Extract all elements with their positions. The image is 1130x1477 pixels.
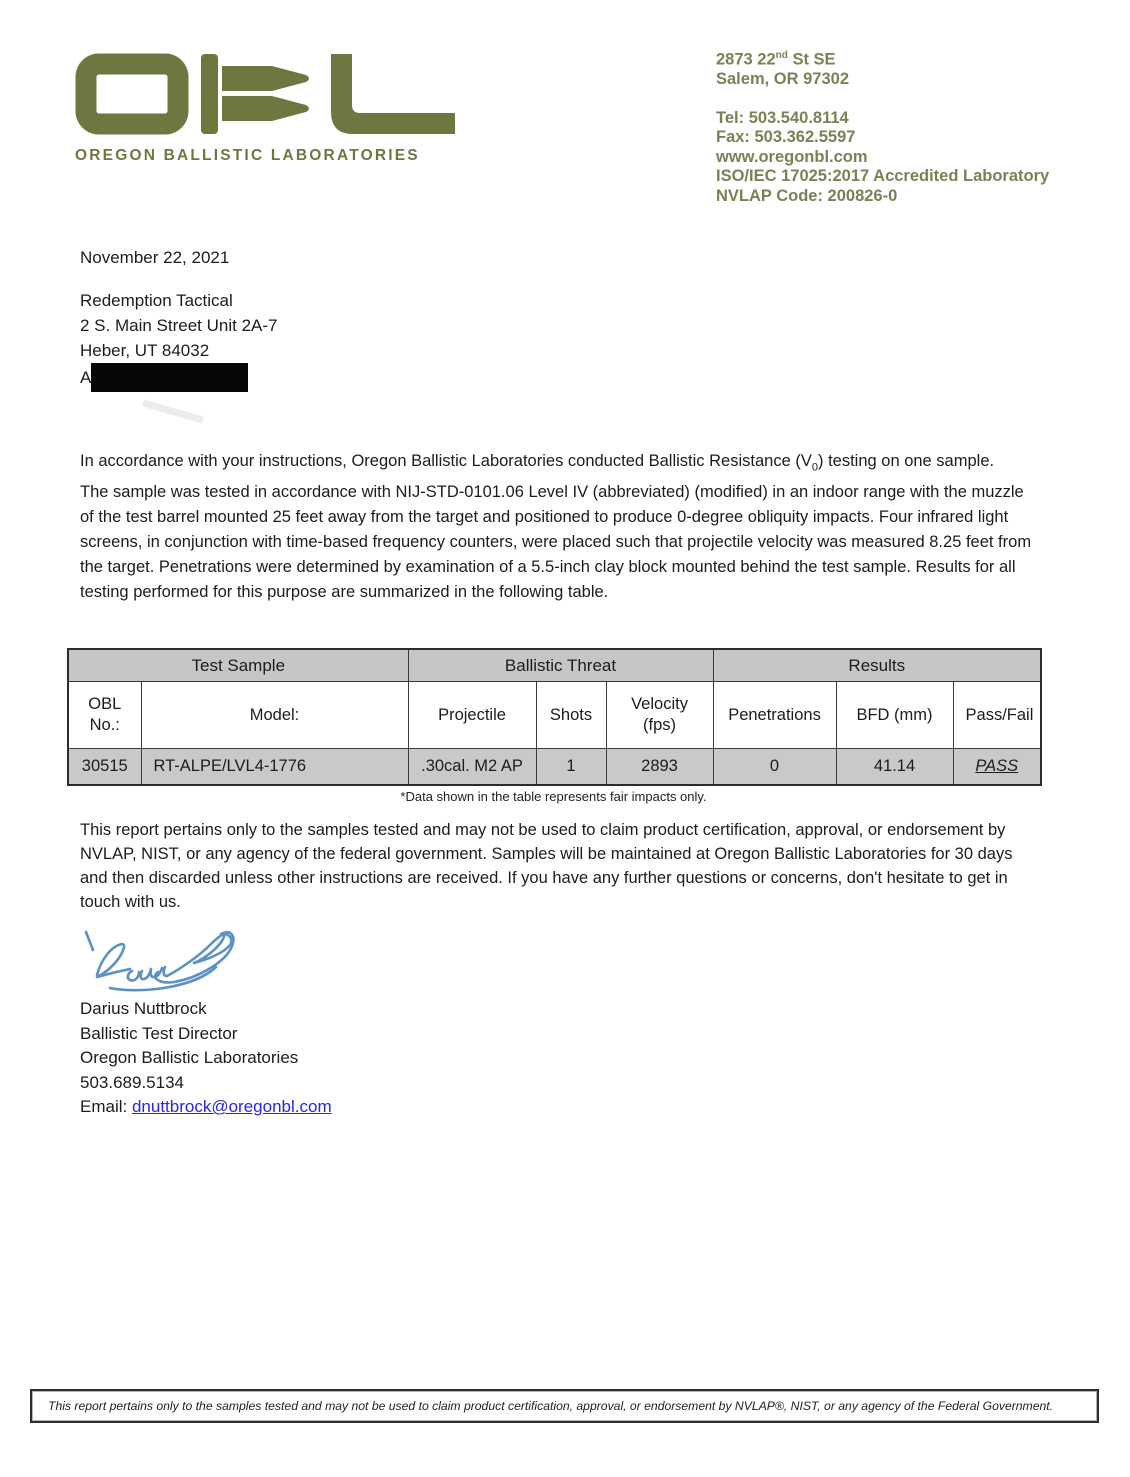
signoff-block bbox=[80, 997, 332, 1120]
table-column-header-row bbox=[68, 682, 1041, 749]
group-test-sample: Test Sample bbox=[68, 649, 408, 682]
paragraph-intro: In accordance with your instructions, Oregon Ballistic Laboratories conducted Ballistic Resistance $(V_0)$ testing on one sample. bbox=[80, 452, 995, 474]
lab-address-line1: 2873 22nd St SE bbox=[716, 50, 836, 69]
signature bbox=[78, 922, 243, 1002]
obl-logo bbox=[75, 53, 455, 165]
body-paragraphs bbox=[80, 449, 1038, 605]
recipient-redacted-line: A bbox=[80, 363, 277, 392]
cell-penetrations: 0 bbox=[713, 749, 836, 786]
lab-accreditation: ISO/IEC 17025:2017 Accredited Laboratory bbox=[716, 167, 1050, 185]
group-ballistic-threat: Ballistic Threat bbox=[408, 649, 713, 682]
col-pass-fail: Pass/Fail bbox=[953, 682, 1041, 749]
table-row bbox=[68, 749, 1041, 786]
redaction-bar bbox=[91, 363, 248, 392]
cell-shots: 1 bbox=[536, 749, 606, 786]
footer-disclaimer-text: This report pertains only to the samples tested and may not be used to claim product certification, approval, or endorsement by NVLAP®, NIST, or any agency of the Federal Government. bbox=[48, 1399, 1054, 1413]
lab-contact-block bbox=[716, 46, 1049, 206]
letter-date: November 22, 2021 bbox=[80, 248, 230, 267]
col-bfd: BFD (mm) bbox=[836, 682, 953, 749]
table-footnote: *Data shown in the table represents fair impacts only. bbox=[400, 789, 707, 804]
recipient-address2: Heber, UT 84032 bbox=[80, 341, 210, 360]
col-velocity: Velocity (fps) bbox=[606, 682, 713, 749]
signer-name: Darius Nuttbrock bbox=[80, 999, 207, 1018]
recipient-name: Redemption Tactical bbox=[80, 291, 233, 310]
lab-nvlap-code: NVLAP Code: 200826-0 bbox=[716, 186, 898, 205]
lab-tel: Tel: 503.540.8114 bbox=[716, 108, 849, 127]
logo-caption: OREGON BALLISTIC LABORATORIES bbox=[75, 147, 420, 164]
handwritten-signature-icon bbox=[78, 922, 243, 997]
cell-model: RT-ALPE/LVL4-1776 bbox=[141, 749, 408, 786]
footer-disclaimer-box bbox=[30, 1389, 1099, 1423]
signer-title: Ballistic Test Director bbox=[80, 1023, 238, 1043]
recipient-block bbox=[80, 288, 277, 392]
signer-company: Oregon Ballistic Laboratories bbox=[80, 1048, 299, 1067]
col-obl-no: OBL No.: bbox=[68, 682, 141, 749]
col-model: Model: bbox=[141, 682, 408, 749]
cell-pass-fail: PASS bbox=[953, 749, 1041, 786]
closing-paragraph: This report pertains only to the samples tested and may not be used to claim product certification, approval, or endorsement by NVLAP, NIST, or any agency of the federal government. Samples will be maintained at Oregon Ballistic Laboratories for 30 days and then discarded unless other instructions are received. If you have any further questions or concerns, don't hesitate to get in touch with us. bbox=[80, 821, 1013, 911]
cell-obl-no: 30515 bbox=[68, 749, 141, 786]
recipient-address1: 2 S. Main Street Unit 2A-7 bbox=[80, 316, 278, 335]
col-penetrations: Penetrations bbox=[713, 682, 836, 749]
cell-velocity: 2893 bbox=[606, 749, 713, 786]
results-table bbox=[67, 648, 1042, 786]
results-table-wrap bbox=[67, 648, 1040, 804]
signer-phone: 503.689.5134 bbox=[80, 1072, 184, 1092]
col-projectile: Projectile bbox=[408, 682, 536, 749]
paragraph-method: The sample was tested in accordance with NIJ-STD-0101.06 Level IV (abbreviated) (modified) in an indoor range with the muzzle of the test barrel mounted 25 feet away from the target and positioned to produce 0-degree obliquity impacts. Four infrared light screens, in conjunction with time-based frequency counters, were placed such that projectile velocity was measured 8.25 feet from the target. Penetrations were determined by examination of a 5.5-inch clay block mounted behind the test sample. Results for all testing performed for this purpose are summarized in the following table. bbox=[80, 483, 1032, 602]
col-shots: Shots bbox=[536, 682, 606, 749]
signer-email-line: Email: dnuttbrock@oregonbl.com bbox=[80, 1097, 332, 1116]
lab-fax: Fax: 503.362.5597 bbox=[716, 128, 856, 146]
group-results: Results bbox=[713, 649, 1041, 682]
email-link[interactable]: dnuttbrock@oregonbl.com bbox=[131, 1097, 332, 1116]
lab-address-line2: Salem, OR 97302 bbox=[716, 70, 849, 88]
cell-bfd: 41.14 bbox=[836, 749, 953, 786]
scan-smudge bbox=[142, 400, 204, 424]
table-group-header-row bbox=[68, 649, 1041, 682]
lab-website: www.oregonbl.com bbox=[716, 147, 868, 166]
cell-projectile: .30cal. M2 AP bbox=[408, 749, 536, 786]
obl-logo-icon bbox=[75, 53, 455, 135]
